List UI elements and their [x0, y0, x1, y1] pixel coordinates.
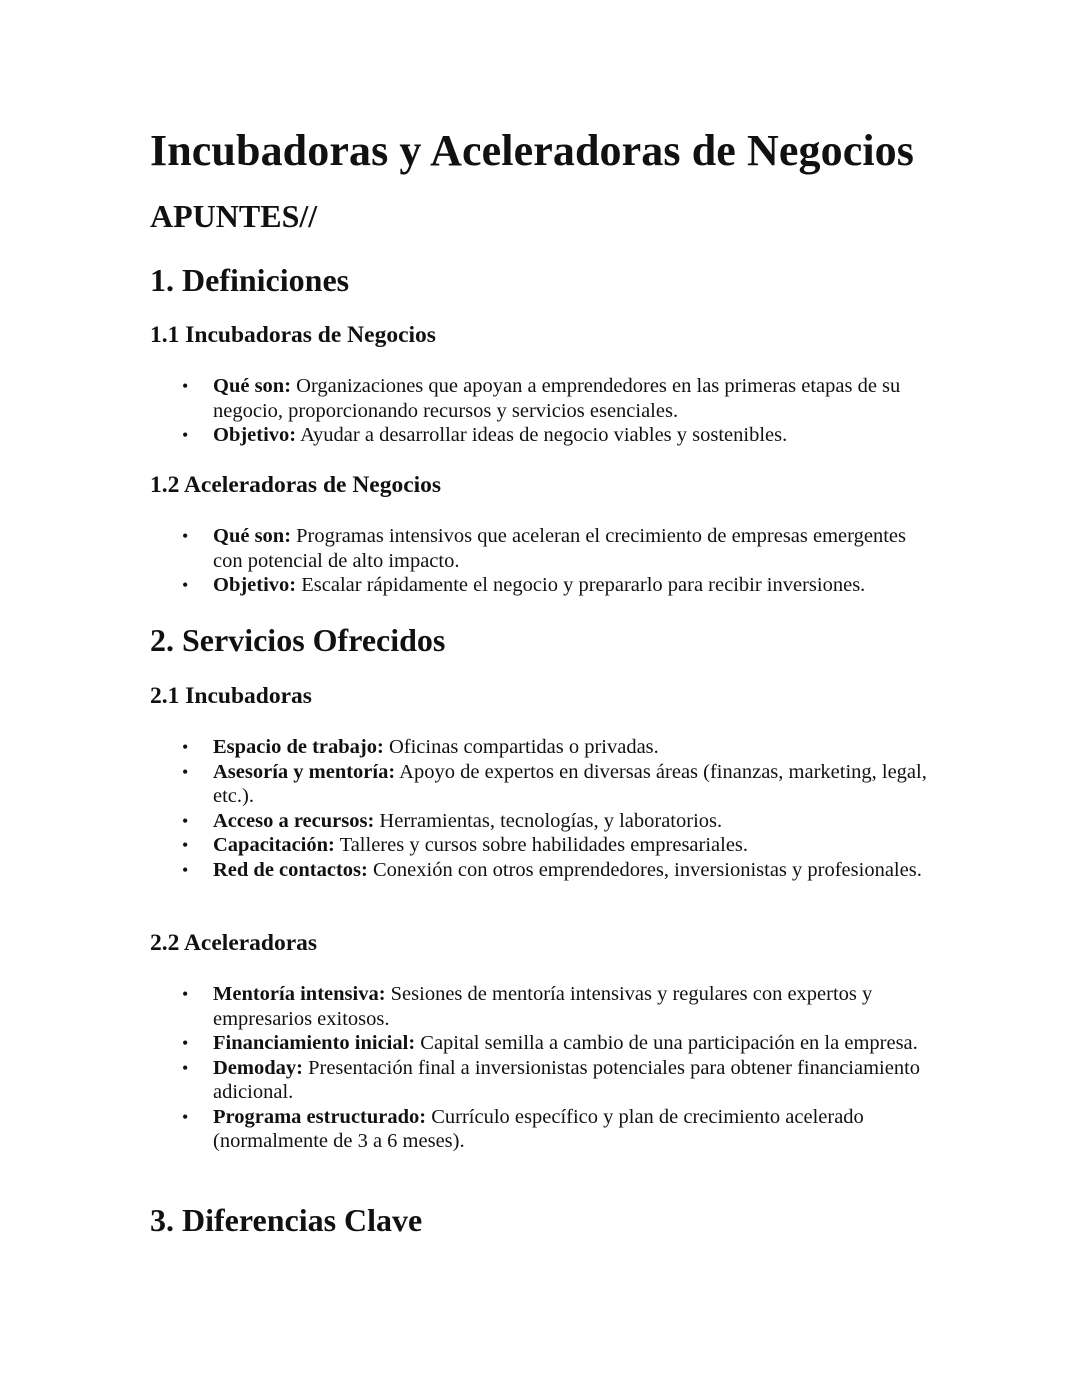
section-heading-diferencias-clave: 3. Diferencias Clave — [150, 1202, 423, 1238]
item-text: Presentación final a inversionistas potenciales para obtener financiamiento adicional. — [213, 1056, 921, 1103]
bullet-icon: • — [182, 526, 189, 546]
subsection-heading-incubadoras: 2.1 Incubadoras — [150, 683, 312, 709]
item-label: Asesoría y mentoría: — [213, 760, 396, 783]
document-title: Incubadoras y Aceleradoras de Negocios — [150, 126, 914, 175]
list-item — [150, 573, 940, 598]
bullet-list-servicios-incubadoras — [150, 735, 940, 882]
bullet-icon: • — [182, 859, 189, 880]
list-item — [150, 1056, 940, 1105]
subsection-heading-aceleradoras-negocios: 1.2 Aceleradoras de Negocios — [150, 472, 442, 498]
list-item — [150, 809, 940, 834]
item-label: Financiamiento inicial: — [213, 1032, 416, 1054]
item-text: Talleres y cursos sobre habilidades empresariales. — [334, 834, 749, 856]
item-label: Objetivo: — [213, 424, 297, 446]
item-text: Capital semilla a cambio de una participación en la empresa. — [415, 1032, 918, 1054]
item-text: Ayudar a desarrollar ideas de negocio viables y sostenibles. — [296, 424, 788, 446]
subsection-heading-incubadoras-negocios: 1.1 Incubadoras de Negocios — [150, 322, 436, 348]
item-text: Currículo específico y plan de crecimiento acelerado (normalmente de 3 a 6 meses). — [213, 1105, 864, 1152]
item-text: Organizaciones que apoyan a emprendedores en las primeras etapas de su negocio, proporcionando recursos y servicios esenciales. — [213, 375, 901, 422]
bullet-icon: • — [182, 575, 189, 595]
list-item — [150, 1031, 940, 1056]
bullet-icon: • — [182, 1106, 189, 1127]
item-label: Programa estructurado: — [213, 1105, 427, 1128]
list-item — [150, 524, 940, 573]
section-heading-definiciones: 1. Definiciones — [150, 262, 350, 298]
item-text: Programas intensivos que aceleran el crecimiento de empresas emergentes con potencial de alto impacto. — [213, 525, 906, 572]
item-text: Escalar rápidamente el negocio y prepararlo para recibir inversiones. — [296, 574, 866, 596]
item-text: Conexión con otros emprendedores, inversionistas y profesionales. — [367, 858, 922, 881]
item-label: Red de contactos: — [213, 858, 368, 881]
bullet-icon: • — [182, 737, 189, 757]
list-item — [150, 833, 940, 858]
item-text: Oficinas compartidas o privadas. — [383, 736, 659, 758]
subsection-heading-aceleradoras: 2.2 Aceleradoras — [150, 930, 318, 956]
list-item — [150, 858, 940, 883]
item-label: Demoday: — [213, 1056, 303, 1079]
item-text: Sesiones de mentoría intensivas y regulares con expertos y empresarios exitosos. — [213, 983, 873, 1030]
item-text: Herramientas, tecnologías, y laboratorios. — [374, 809, 723, 832]
item-label: Qué son: — [213, 525, 292, 547]
item-label: Mentoría intensiva: — [213, 983, 386, 1005]
list-item — [150, 760, 940, 809]
document-subtitle: APUNTES// — [150, 198, 318, 234]
list-item — [150, 1105, 940, 1154]
item-label: Espacio de trabajo: — [213, 736, 384, 758]
item-label: Acceso a recursos: — [213, 809, 375, 832]
bullet-icon: • — [182, 835, 189, 855]
bullet-icon: • — [182, 761, 189, 782]
bullet-icon: • — [182, 810, 189, 831]
bullet-list-incubadoras-definicion — [150, 374, 940, 448]
item-label: Capacitación: — [213, 834, 335, 856]
list-item — [150, 423, 940, 448]
bullet-icon: • — [182, 984, 189, 1004]
list-item — [150, 374, 940, 423]
bullet-icon: • — [182, 1033, 189, 1053]
bullet-icon: • — [182, 376, 189, 396]
list-item — [150, 735, 940, 760]
item-label: Objetivo: — [213, 574, 297, 596]
item-label: Qué son: — [213, 375, 292, 397]
item-text: Apoyo de expertos en diversas áreas (finanzas, marketing, legal, etc.). — [213, 760, 927, 807]
section-heading-servicios-ofrecidos: 2. Servicios Ofrecidos — [150, 622, 446, 658]
bullet-list-servicios-aceleradoras — [150, 982, 940, 1154]
bullet-icon: • — [182, 425, 189, 445]
bullet-list-aceleradoras-definicion — [150, 524, 940, 598]
bullet-icon: • — [182, 1057, 189, 1078]
list-item — [150, 982, 940, 1031]
